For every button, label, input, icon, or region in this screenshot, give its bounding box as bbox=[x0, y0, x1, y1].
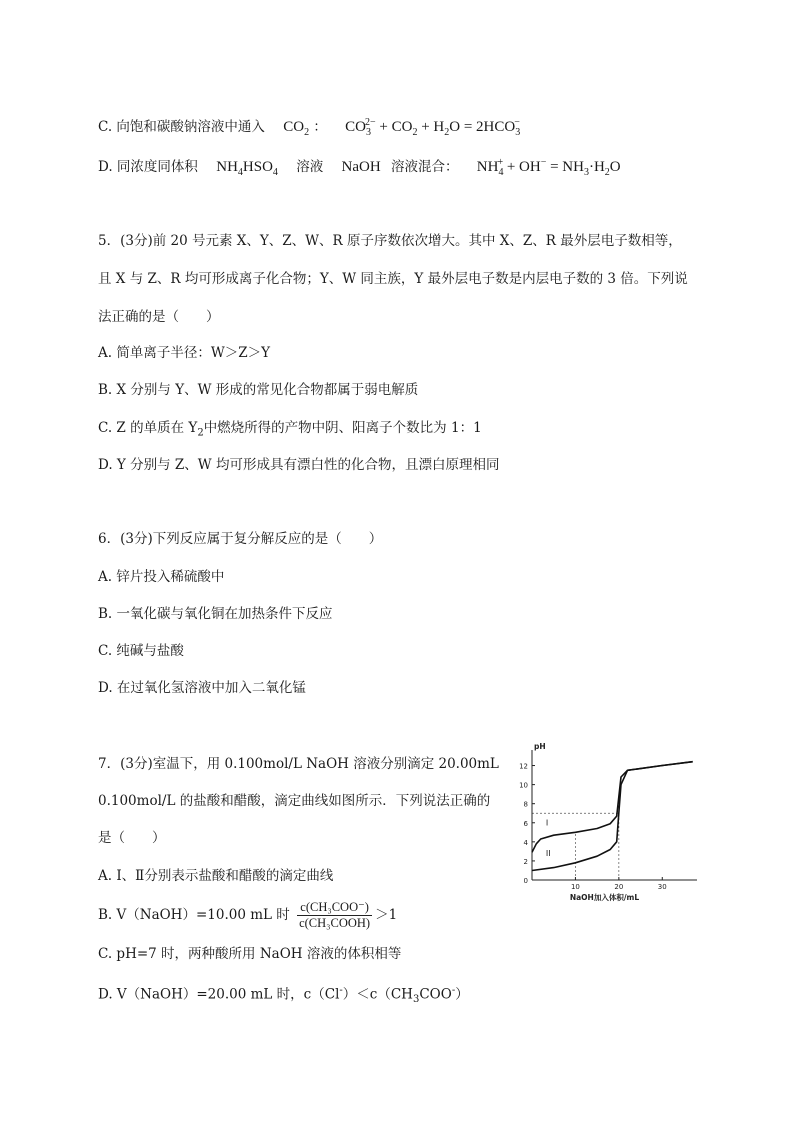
x-tick-label: 30 bbox=[657, 883, 667, 891]
x-tick-label: 20 bbox=[614, 883, 624, 891]
formula-naoh: NaOH bbox=[341, 159, 381, 175]
equation-c: $CO_3^{2-} + CO_2 + H_2O = 2HCO_3^-$ bbox=[345, 117, 521, 138]
q5-stem-line3: 法正确的是（ ） bbox=[98, 309, 220, 325]
y-axis-label: pH bbox=[534, 742, 546, 751]
q7-stem-line1: 7．(3分)室温下，用 0.100mol/L NaOH 溶液分别滴定 20.00mL bbox=[98, 756, 499, 772]
formula-co2: $CO_2$ bbox=[283, 119, 310, 138]
series-i-curve bbox=[532, 762, 693, 853]
titration-curve-chart bbox=[512, 738, 702, 908]
y-tick-label: 10 bbox=[519, 781, 528, 790]
y-tick-label: 6 bbox=[523, 819, 528, 828]
q7-option-b: B. V（NaOH）=10.00 mL 时 $\frac{\text{c(CH₃COO⁻)}}{\text{c(CH₃COOH)}}$ ＞1 bbox=[98, 900, 398, 930]
q6-option-d: D. 在过氧化氢溶液中加入二氧化锰 bbox=[98, 680, 306, 696]
q6-option-a: A. 锌片投入稀硫酸中 bbox=[98, 569, 225, 585]
q6-stem: 6．(3分)下列反应属于复分解反应的是（ ） bbox=[98, 531, 383, 547]
q7-option-d: D. V（NaOH）=20.00 mL 时，$c(Cl^-)<c(CH_3COO^-)$ bbox=[98, 985, 469, 1006]
y-tick-label: 8 bbox=[523, 800, 528, 809]
q5-option-a: A. 简单离子半径：W＞Z＞Y bbox=[98, 345, 270, 361]
q6-option-b: B. 一氧化碳与氧化铜在加热条件下反应 bbox=[98, 606, 333, 622]
equation-d: $NH_4^+ + OH^- = NH_3\cdot H_2O$ bbox=[476, 157, 621, 178]
y-tick-label: 0 bbox=[523, 877, 528, 885]
formula-nh4hso4: $NH_4HSO_4$ bbox=[216, 159, 278, 178]
q5-stem-line1: 5．(3分)前 20 号元素 X、Y、Z、W、R 原子序数依次增大。其中 X、Z、R 最外层电子数相等， bbox=[98, 233, 682, 249]
q7-stem-line3: 是（ ） bbox=[98, 830, 166, 846]
series-i-label: I bbox=[545, 818, 549, 828]
q7-option-a: A. Ⅰ、Ⅱ分别表示盐酸和醋酸的滴定曲线 bbox=[98, 868, 334, 884]
concentration-ratio-fraction: $\frac{\text{c(CH₃COO⁻)}}{\text{c(CH₃COOH)}}$ bbox=[299, 900, 371, 930]
y-tick-label: 2 bbox=[523, 857, 528, 866]
q5-option-d: D. Y 分别与 Z、W 均可形成具有漂白性的化合物，且漂白原理相同 bbox=[98, 457, 500, 473]
y-tick-label: 4 bbox=[523, 838, 528, 847]
x-tick-label: 10 bbox=[570, 883, 580, 891]
q4-option-c: C. 向饱和碳酸钠溶液中通入 $CO_2$ ： $CO_3^{2-} + CO_2 + H_2O = 2HCO_3^-$ bbox=[98, 117, 521, 138]
q5-stem-line2: 且 X 与 Z、R 均可形成离子化合物；Y、W 同主族，Y 最外层电子数是内层电子数的 3 倍。下列说 bbox=[98, 271, 688, 287]
q6-option-c: C. 纯碱与盐酸 bbox=[98, 643, 184, 659]
q7-stem-line2: 0.100mol/L 的盐酸和醋酸，滴定曲线如图所示．下列说法正确的 bbox=[98, 793, 491, 809]
q4-option-d: D. 同浓度同体积 $NH_4HSO_4$ 溶液 NaOH 溶液混合： $NH_4^+ + OH^- = NH_3\cdot H_2O$ bbox=[98, 157, 621, 178]
series-ii-label: II bbox=[545, 849, 551, 859]
q5-option-b: B. X 分别与 Y、W 形成的常见化合物都属于弱电解质 bbox=[98, 382, 419, 398]
series-ii-curve bbox=[532, 762, 693, 871]
q7-option-c: C. pH=7 时，两种酸所用 NaOH 溶液的体积相等 bbox=[98, 946, 402, 962]
y-tick-label: 12 bbox=[519, 762, 528, 771]
q5-option-c: C. Z 的单质在 $Y_2$中燃烧所得的产物中阴、阳离子个数比为 1：1 bbox=[98, 420, 482, 439]
x-axis-label: NaOH加入体积/mL bbox=[569, 893, 640, 902]
